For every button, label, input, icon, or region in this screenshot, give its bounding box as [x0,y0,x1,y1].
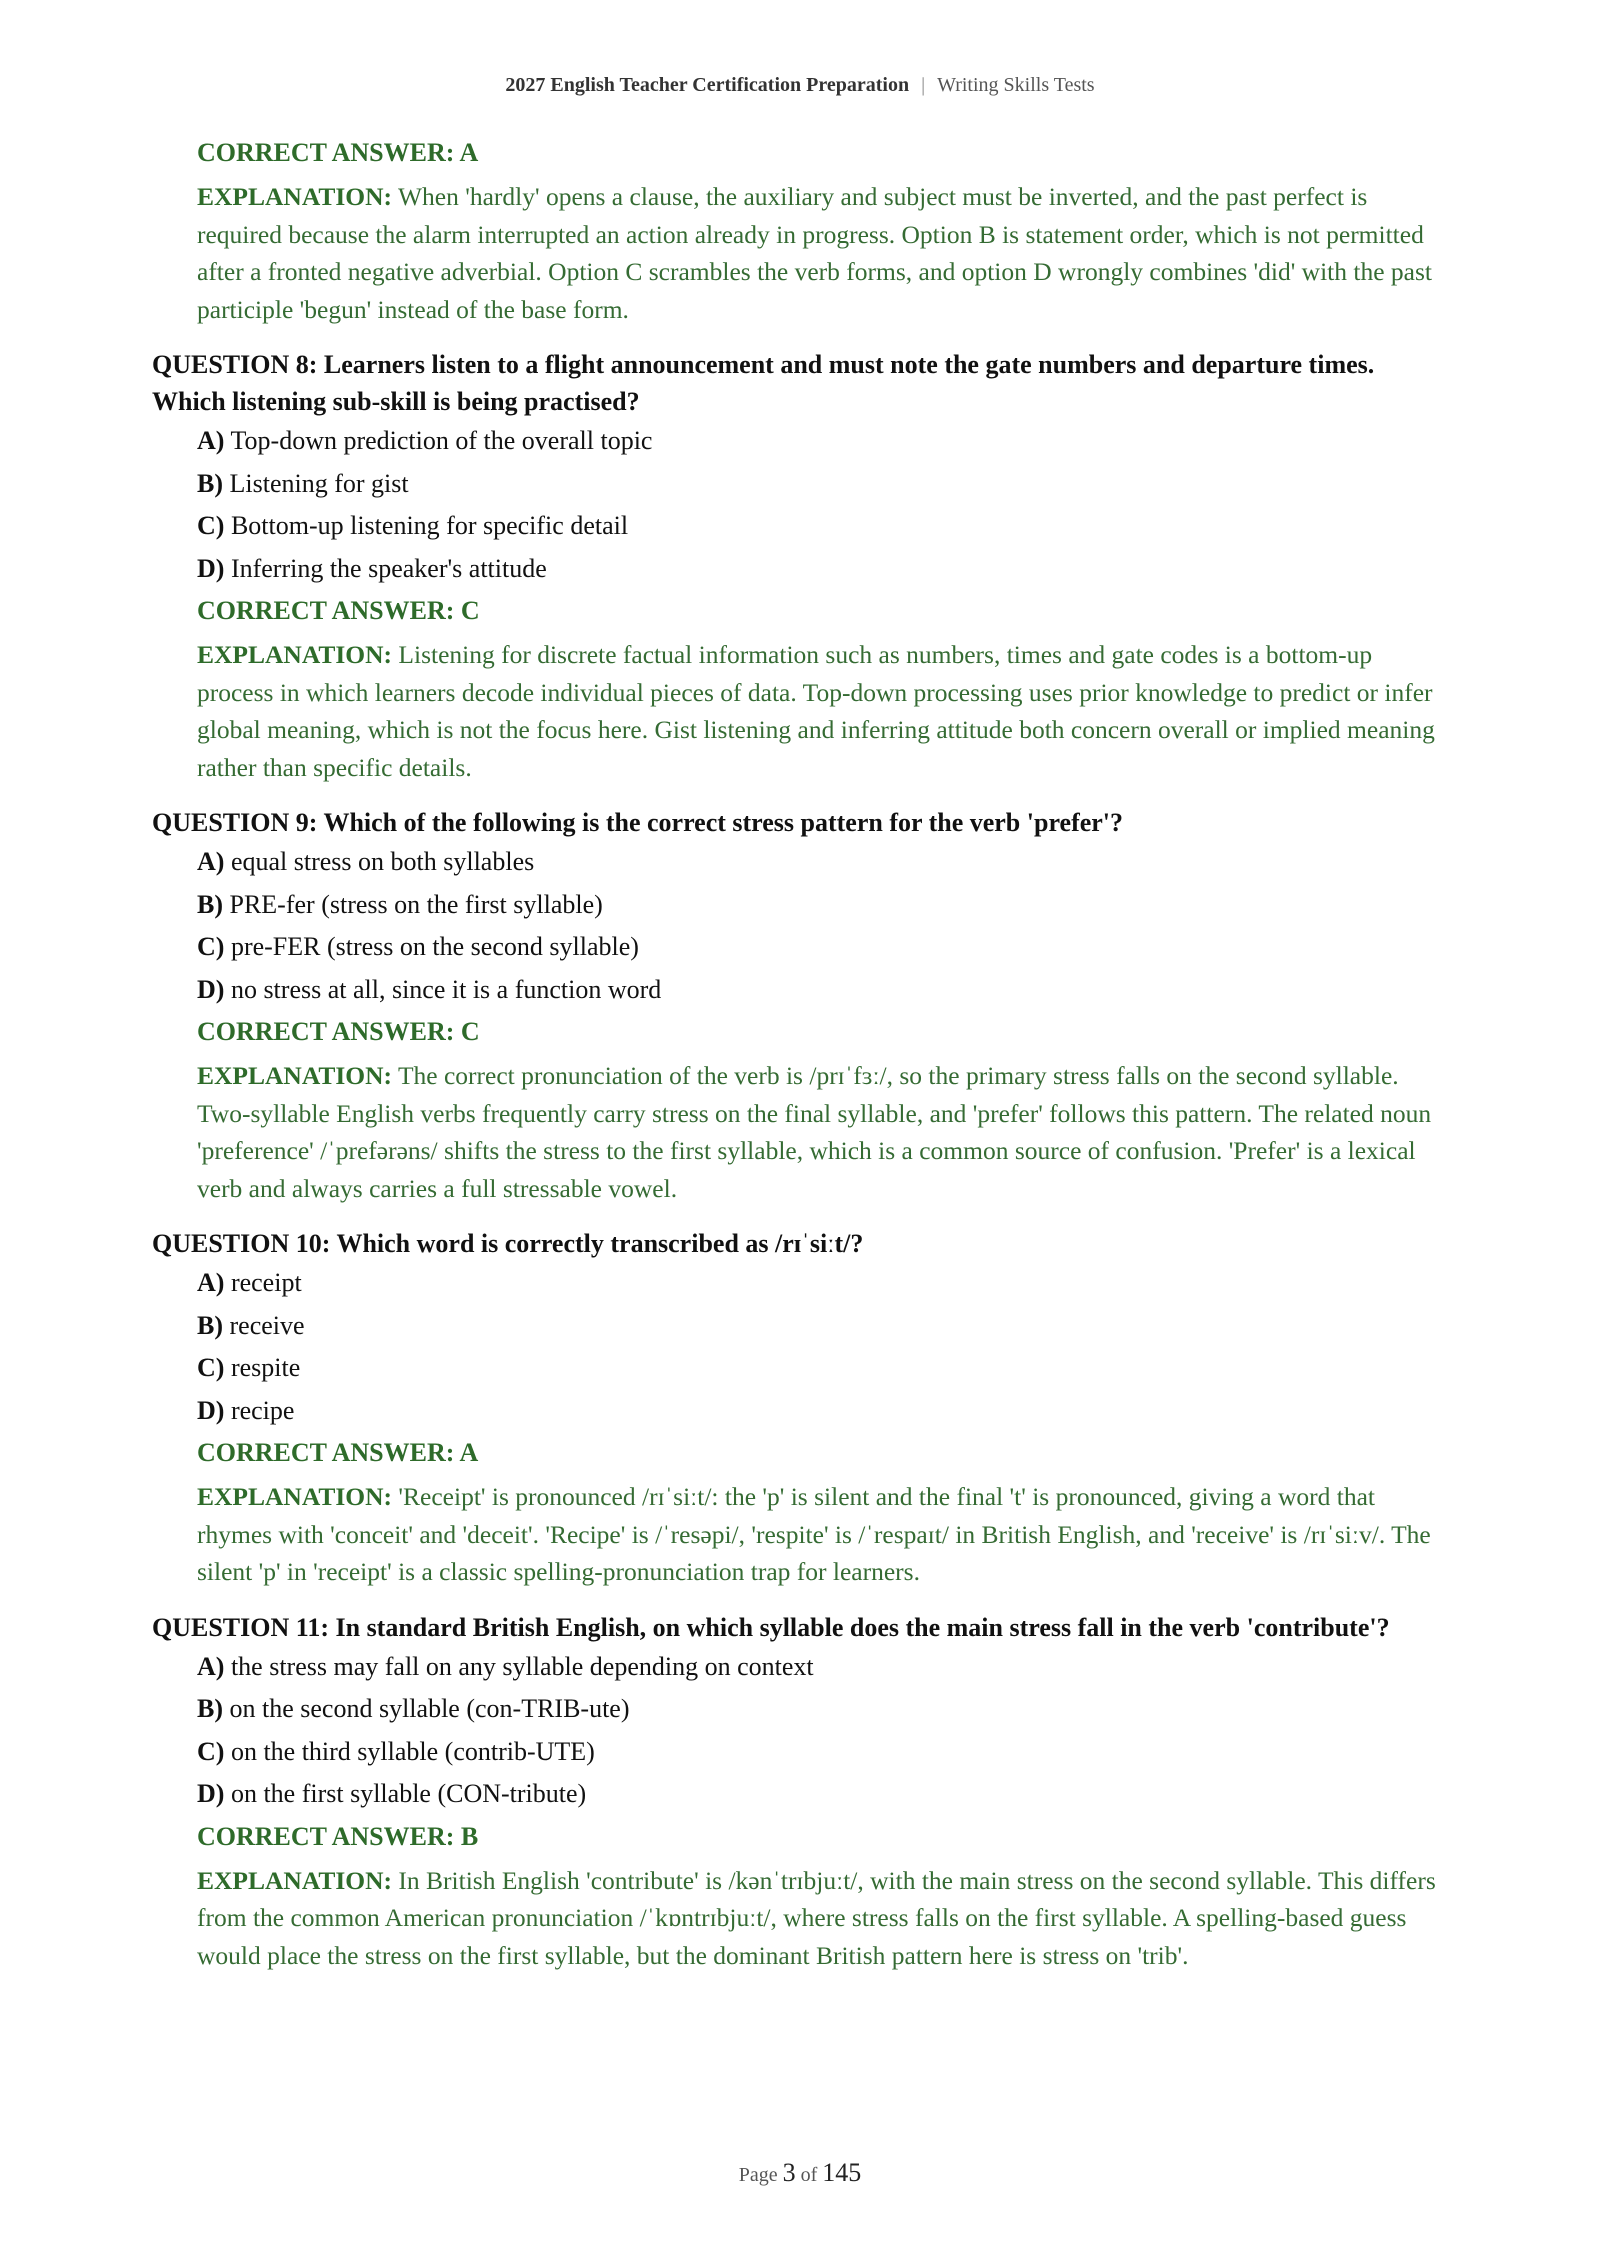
option-letter: A) [197,1268,225,1297]
option-text: Inferring the speaker's attitude [230,553,547,583]
running-header [0,74,1600,97]
option-letter: C) [197,511,225,540]
option-a [197,426,1452,455]
options-list [197,1652,1452,1809]
option-c [197,511,1452,540]
option-letter: D) [197,1779,225,1808]
explanation-label: EXPLANATION: [197,1865,393,1895]
question-text: QUESTION 9: Which of the following is the correct stress pattern for the verb 'prefer'? [152,808,1124,837]
option-letter: C) [197,1736,225,1766]
correct-answer: CORRECT ANSWER: A [197,1438,479,1467]
option-b [197,1694,1452,1723]
correct-answer: CORRECT ANSWER: C [197,1017,480,1046]
page-footer [0,2158,1600,2188]
explanation-label: EXPLANATION: [197,640,393,669]
option-d [197,1779,1452,1808]
explanation-text: In British English 'contribute' is /kənˈtrɪbjuːt/, with the main stress on the second syllable. This differs from the common American pronunciation /ˈkɒntrɪbjuːt/, where stress falls on the first syllable. A spelling-based guess would place the stress on the first syllable, but the dominant British pattern here is stress on 'trib'. [197,1865,1436,1970]
explanation-label: EXPLANATION: [197,1482,393,1511]
option-letter: B) [197,1694,223,1723]
option-letter: B) [197,468,223,498]
option-d [197,554,1452,583]
option-text: receive [229,1310,305,1340]
option-letter: B) [197,1310,223,1340]
option-text: the stress may fall on any syllable depending on context [230,1651,814,1681]
explanation-text: The correct pronunciation of the verb is /prɪˈfɜː/, so the primary stress falls on the second syllable. Two-syllable English verbs frequently carry stress on the final syllable, and 'prefer' follows this pattern. The related noun 'preference' /ˈprefərəns/ shifts the stress to the first syllable, which is a common source of confusion. 'Prefer' is a lexical verb and always carries a full stressable vowel. [197,1061,1432,1203]
option-letter: C) [197,1353,225,1382]
option-text: on the first syllable (CON-tribute) [230,1779,587,1808]
explanation-text: 'Receipt' is pronounced /rɪˈsiːt/: the 'p' is silent and the final 't' is pronounced, giving a word that rhymes with 'conceit' and 'deceit'. 'Recipe' is /ˈresəpi/, 'respite' is /ˈrespaɪt/ in British English, and 'receive' is /rɪˈsiːv/. The silent 'p' in 'receipt' is a classic spelling-pronunciation trap for learners. [197,1482,1431,1586]
explanation [197,178,1452,328]
question-7-answer-block [152,138,1452,328]
question-10-block [152,1225,1452,1591]
page-number: 3 [782,2158,796,2187]
options-list [197,426,1452,583]
option-letter: A) [197,426,225,455]
explanation-text: When 'hardly' opens a clause, the auxiliary and subject must be inverted, and the past perfect is required because the alarm interrupted an action already in progress. Option B is statement order, which is not permitted after a fronted negative adverbial. Option C scrambles the verb forms, and option D wrongly combines 'did' with the past participle 'begun' instead of the base form. [197,182,1432,324]
option-d [197,1396,1452,1425]
option-text: on the third syllable (contrib-UTE) [230,1736,595,1766]
explanation-label: EXPLANATION: [197,1061,393,1090]
question-9-block [152,804,1452,1207]
option-c [197,1353,1452,1382]
option-text: Bottom-up listening for specific detail [230,511,629,540]
option-text: on the second syllable (con-TRIB-ute) [229,1694,630,1723]
option-letter: A) [197,1651,225,1681]
option-letter: A) [197,847,225,876]
option-text: no stress at all, since it is a function word [230,974,662,1004]
question-11-block [152,1609,1452,1975]
header-separator: | [921,74,926,96]
question-text: QUESTION 8: Learners listen to a flight announcement and must note the gate numbers and departure times. Which listening sub-skill is being practised? [152,350,1375,416]
correct-answer: CORRECT ANSWER: A [197,138,479,167]
question-text: QUESTION 11: In standard British English, on which syllable does the main stress fall in the verb 'contribute'? [152,1612,1390,1642]
option-letter: C) [197,932,225,961]
option-b [197,890,1452,919]
option-a [197,1268,1452,1297]
explanation [197,1862,1452,1975]
question-text: QUESTION 10: Which word is correctly transcribed as /rɪˈsiːt/? [152,1229,864,1258]
option-a [197,847,1452,876]
question-8-block [152,346,1452,786]
option-c [197,932,1452,961]
option-c [197,1737,1452,1766]
explanation [197,1057,1452,1207]
option-letter: B) [197,889,223,919]
explanation [197,636,1452,786]
options-list [197,1268,1452,1425]
header-subtitle: Writing Skills Tests [937,74,1095,96]
option-text: equal stress on both syllables [230,847,535,876]
option-d [197,975,1452,1004]
correct-answer: CORRECT ANSWER: B [197,1821,479,1851]
option-a [197,1652,1452,1681]
explanation [197,1478,1452,1591]
page-label: Page [738,2164,778,2186]
total-pages: 145 [822,2158,862,2187]
option-text: PRE-fer (stress on the first syllable) [229,889,603,919]
option-text: Listening for gist [229,468,409,498]
option-letter: D) [197,553,225,583]
option-text: recipe [230,1395,295,1425]
of-label: of [800,2164,818,2186]
option-b [197,469,1452,498]
option-text: receipt [230,1268,302,1297]
header-title: 2027 English Teacher Certification Preparation [505,74,910,96]
explanation-text: Listening for discrete factual information such as numbers, times and gate codes is a bottom-up process in which learners decode individual pieces of data. Top-down processing uses prior knowledge to predict or infer global meaning, which is not the focus here. Gist listening and inferring attitude both concern overall or implied meaning rather than specific details. [197,640,1435,782]
explanation-label: EXPLANATION: [197,182,393,211]
option-letter: D) [197,1395,225,1425]
option-text: pre-FER (stress on the second syllable) [230,932,639,961]
correct-answer: CORRECT ANSWER: C [197,596,480,625]
page-content [152,132,1452,1974]
options-list [197,847,1452,1004]
option-b [197,1311,1452,1340]
option-letter: D) [197,974,225,1004]
option-text: respite [230,1353,301,1382]
option-text: Top-down prediction of the overall topic [230,426,653,455]
